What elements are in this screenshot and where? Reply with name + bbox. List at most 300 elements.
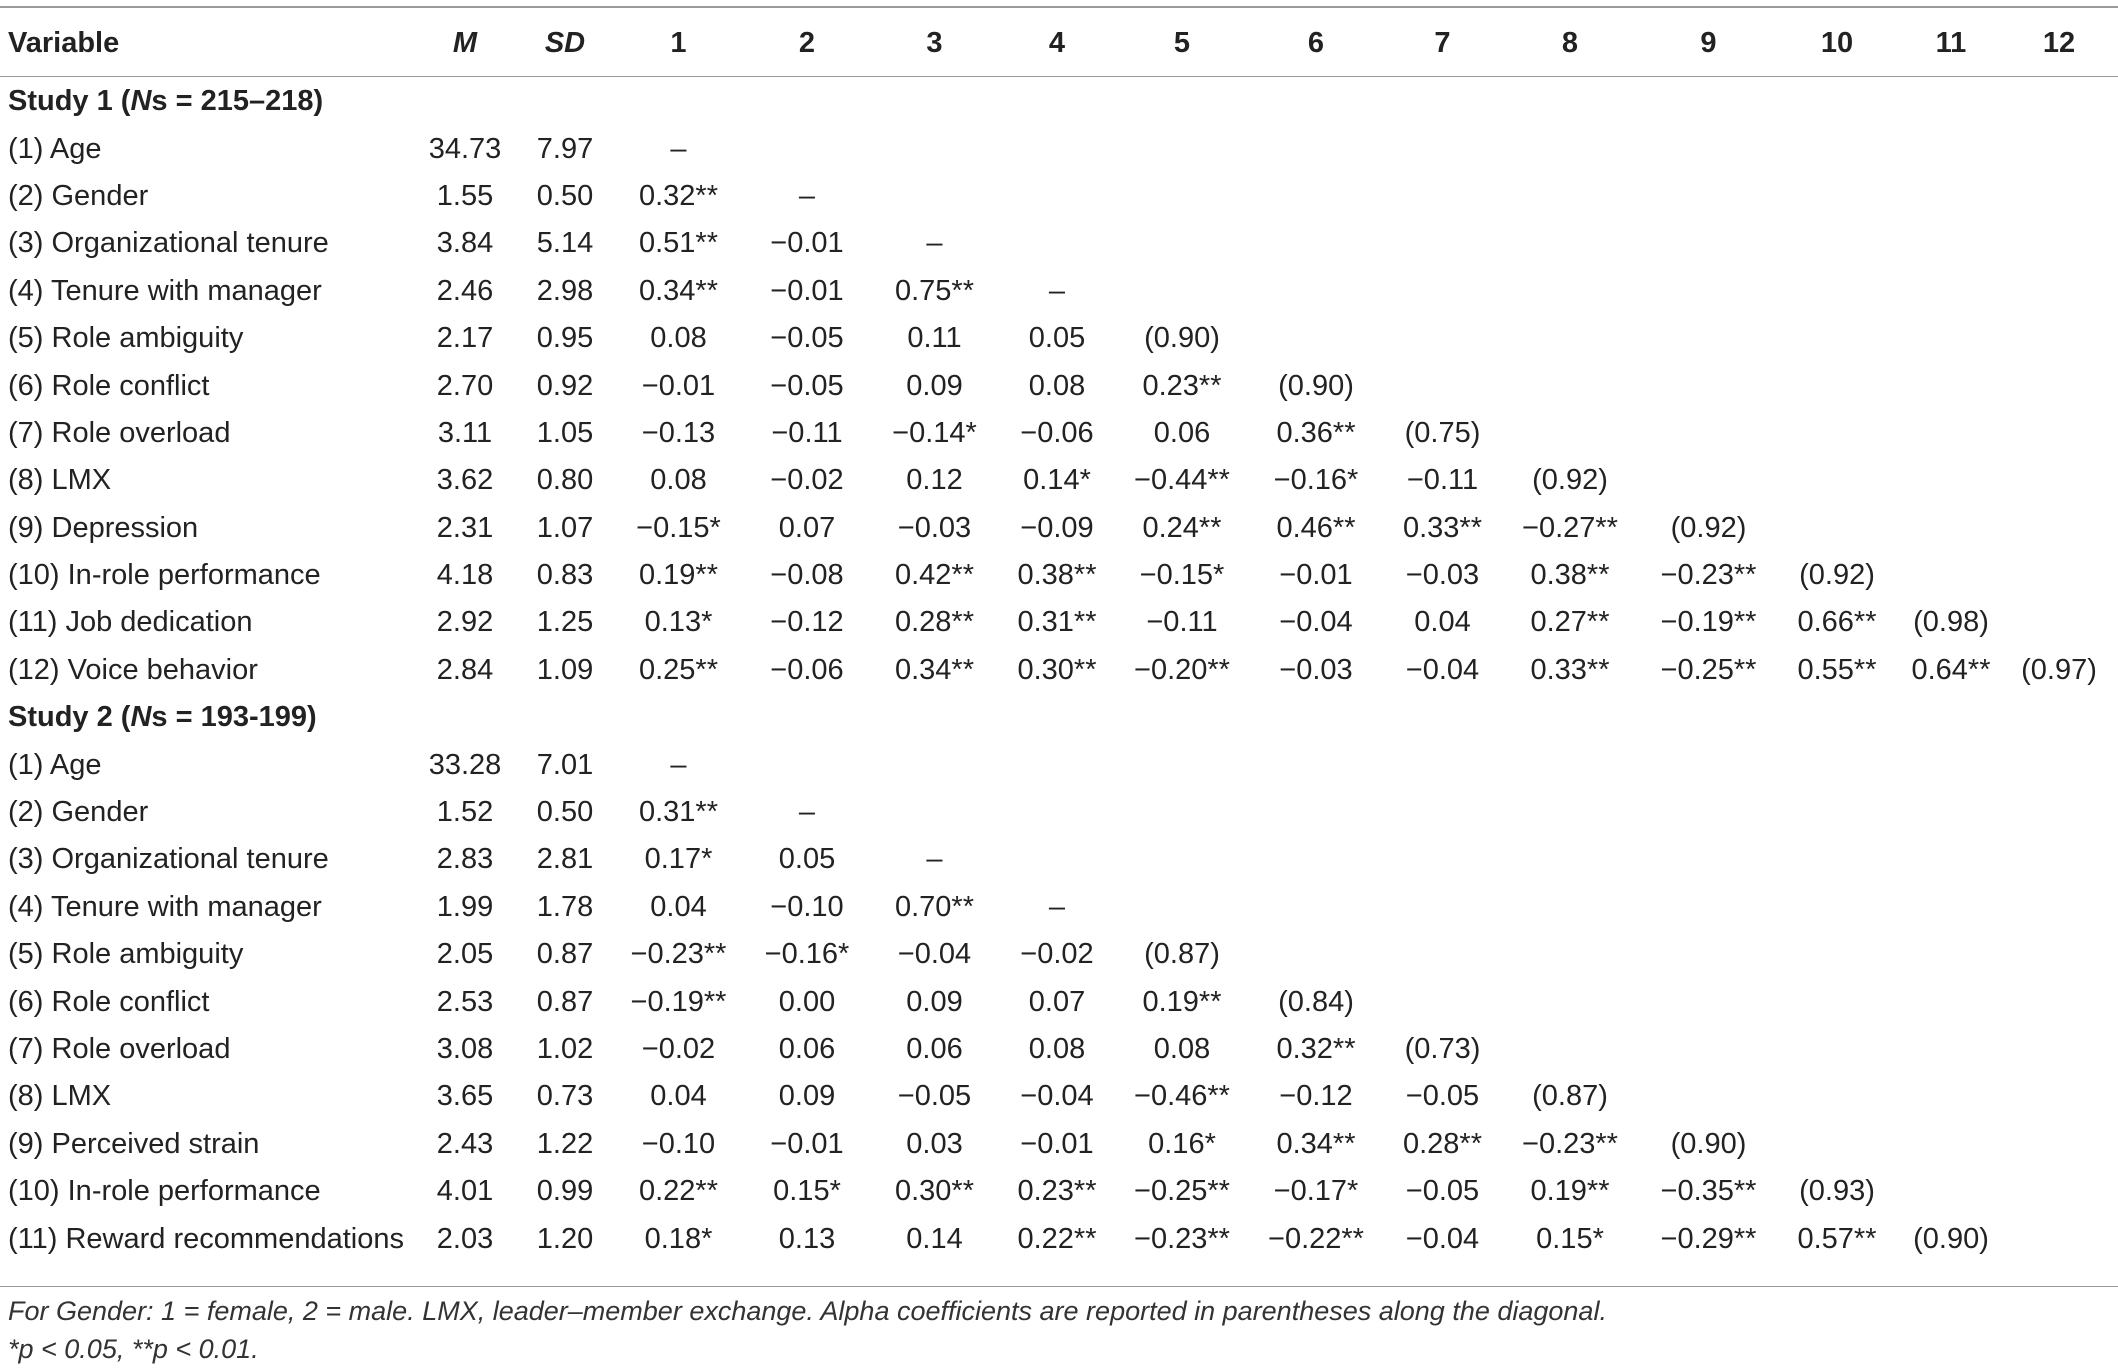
- value-cell: 0.31**: [1017, 606, 1097, 639]
- value-cell: −0.11: [1406, 464, 1479, 497]
- value-cell: –: [798, 796, 816, 829]
- value-cell: 1.99: [436, 890, 494, 923]
- value-cell: [1500, 220, 1640, 267]
- value-cell: 0.42**: [894, 559, 974, 592]
- value-cell: 0.31**: [638, 796, 718, 829]
- variable-cell: (9) Depression: [8, 511, 199, 544]
- value-cell: [1640, 789, 1777, 836]
- value-cell: [2005, 884, 2113, 931]
- value-cell: −0.25**: [1134, 1175, 1230, 1208]
- header-col-m: M: [452, 26, 478, 59]
- value-cell: 0.05: [778, 843, 836, 876]
- value-cell: −0.04: [1405, 1222, 1480, 1255]
- value-cell: [1500, 741, 1640, 788]
- variable-cell: (8) LMX: [8, 464, 112, 497]
- table-row: [0, 884, 2113, 931]
- value-cell: −0.01: [1279, 559, 1353, 592]
- value-cell: 3.11: [437, 416, 493, 449]
- table-row: [0, 315, 2113, 362]
- value-cell: [2005, 268, 2113, 315]
- value-cell: 34.73: [428, 132, 502, 165]
- value-cell: [1777, 1073, 1897, 1120]
- value-cell: 0.04: [1414, 606, 1471, 639]
- value-cell: −0.16*: [1273, 464, 1359, 497]
- variable-cell: (5) Role ambiguity: [8, 938, 244, 971]
- value-cell: 0.66**: [1797, 606, 1877, 639]
- value-cell: [872, 789, 997, 836]
- variable-cell: (12) Voice behavior: [8, 653, 258, 686]
- value-cell: [1777, 457, 1897, 504]
- value-cell: 4.01: [436, 1175, 494, 1208]
- section-title: [0, 694, 2113, 741]
- value-cell: [1777, 173, 1897, 220]
- value-cell: 0.08: [1153, 1033, 1211, 1065]
- value-cell: 0.99: [536, 1175, 594, 1208]
- variable-cell: (2) Gender: [8, 179, 149, 212]
- value-cell: 2.84: [436, 653, 494, 686]
- variable-cell: (3) Organizational tenure: [8, 227, 329, 260]
- value-cell: 0.51**: [638, 227, 718, 260]
- value-cell: −0.04: [897, 938, 972, 971]
- value-cell: [2005, 1026, 2113, 1073]
- value-cell: [1385, 268, 1500, 315]
- value-cell: [2005, 1168, 2113, 1215]
- value-cell: −0.05: [770, 322, 844, 355]
- value-cell: 0.34**: [1276, 1127, 1356, 1160]
- value-cell: [1500, 410, 1640, 457]
- value-cell: [1897, 125, 2005, 172]
- value-cell: 0.57**: [1797, 1222, 1877, 1255]
- value-cell: [1385, 836, 1500, 883]
- value-cell: 0.30**: [1017, 653, 1097, 686]
- value-cell: [1385, 362, 1500, 409]
- value-cell: [1500, 125, 1640, 172]
- value-cell: [1897, 457, 2005, 504]
- value-cell: −0.22**: [1268, 1222, 1364, 1255]
- value-cell: 0.50: [536, 796, 594, 829]
- value-cell: [2005, 931, 2113, 978]
- value-cell: [2005, 1073, 2113, 1120]
- header-col-sd: SD: [544, 26, 586, 59]
- table-row: [0, 1026, 2113, 1073]
- value-cell: 0.38**: [1530, 559, 1610, 592]
- value-cell: (0.84): [1278, 985, 1354, 1018]
- value-cell: [1640, 741, 1777, 788]
- value-cell: 0.18*: [644, 1222, 713, 1255]
- header-col-2: 2: [798, 26, 816, 59]
- value-cell: 2.53: [436, 985, 494, 1018]
- value-cell: [1247, 789, 1385, 836]
- value-cell: [1247, 268, 1385, 315]
- value-cell: −0.01: [770, 1127, 844, 1160]
- value-cell: [1385, 220, 1500, 267]
- value-cell: (0.92): [1799, 559, 1875, 592]
- value-cell: 1.09: [536, 653, 594, 686]
- value-cell: [1897, 836, 2005, 883]
- value-cell: [1777, 315, 1897, 362]
- value-cell: −0.01: [1020, 1127, 1094, 1160]
- value-cell: 0.03: [906, 1127, 963, 1160]
- correlation-table: [0, 8, 2113, 1263]
- value-cell: [2005, 410, 2113, 457]
- value-cell: [2005, 552, 2113, 599]
- value-cell: [997, 220, 1117, 267]
- value-cell: 0.09: [906, 985, 963, 1018]
- section-title-italic: N: [130, 701, 152, 734]
- value-cell: [872, 125, 997, 172]
- section-title-italic: N: [130, 85, 152, 118]
- value-cell: [2005, 173, 2113, 220]
- value-cell: 0.11: [907, 322, 962, 355]
- value-cell: 0.15*: [1536, 1222, 1604, 1255]
- value-cell: [1640, 1073, 1777, 1120]
- value-cell: −0.12: [1279, 1080, 1353, 1113]
- value-cell: –: [798, 179, 816, 212]
- variable-cell: (6) Role conflict: [8, 369, 210, 402]
- value-cell: 2.83: [436, 843, 494, 876]
- value-cell: [1640, 884, 1777, 931]
- value-cell: [1640, 410, 1777, 457]
- value-cell: −0.02: [641, 1033, 716, 1065]
- value-cell: 0.33**: [1530, 653, 1610, 686]
- value-cell: 5.14: [536, 227, 594, 260]
- value-cell: [1117, 173, 1247, 220]
- value-cell: [1500, 884, 1640, 931]
- value-cell: [1640, 457, 1777, 504]
- value-cell: 7.01: [536, 748, 594, 781]
- value-cell: 0.25**: [638, 653, 718, 686]
- value-cell: 0.19**: [1142, 985, 1222, 1018]
- value-cell: 0.06: [1153, 416, 1211, 449]
- value-cell: [1500, 978, 1640, 1025]
- value-cell: 0.50: [536, 179, 594, 212]
- value-cell: 0.24**: [1142, 511, 1222, 544]
- value-cell: [1897, 931, 2005, 978]
- header-col-9: 9: [1700, 26, 1717, 59]
- header-col-7: 7: [1434, 26, 1451, 59]
- value-cell: [1500, 789, 1640, 836]
- variable-cell: (11) Reward recommendations: [8, 1222, 404, 1255]
- value-cell: 0.07: [1028, 985, 1086, 1018]
- value-cell: 0.17*: [644, 843, 713, 876]
- value-cell: 0.55**: [1797, 653, 1877, 686]
- value-cell: 3.84: [436, 227, 494, 260]
- value-cell: [1897, 978, 2005, 1025]
- value-cell: −0.08: [770, 559, 844, 592]
- value-cell: 0.38**: [1017, 559, 1097, 592]
- value-cell: 0.07: [778, 511, 836, 544]
- value-cell: [1247, 836, 1385, 883]
- header-col-3: 3: [926, 26, 943, 59]
- header-col-10: 10: [1820, 26, 1854, 59]
- value-cell: 0.80: [536, 464, 594, 497]
- section-title-pre: Study 1 (: [8, 85, 131, 118]
- value-cell: −0.02: [1020, 938, 1094, 971]
- value-cell: –: [1048, 274, 1066, 307]
- value-cell: 2.17: [436, 322, 494, 355]
- value-cell: 1.22: [536, 1127, 594, 1160]
- value-cell: 0.04: [650, 890, 707, 923]
- value-cell: 3.08: [436, 1033, 494, 1065]
- value-cell: 0.23**: [1142, 369, 1222, 402]
- value-cell: [1777, 789, 1897, 836]
- value-cell: −0.10: [641, 1127, 716, 1160]
- value-cell: 0.04: [650, 1080, 707, 1113]
- table-row: [0, 741, 2113, 788]
- table-row: [0, 836, 2113, 883]
- notes-line-1: For Gender: 1 = female, 2 = male. LMX, leader–member exchange. Alpha coefficients are reported in parentheses along the diagonal.: [8, 1296, 1607, 1326]
- value-cell: 0.13*: [644, 606, 713, 639]
- bottom-rule: [0, 1286, 2118, 1287]
- value-cell: −0.01: [770, 274, 844, 307]
- value-cell: 0.08: [650, 464, 707, 497]
- value-cell: 7.97: [536, 132, 594, 165]
- value-cell: [1500, 1026, 1640, 1073]
- value-cell: [1117, 789, 1247, 836]
- value-cell: −0.10: [770, 890, 844, 923]
- header-col-12: 12: [2042, 26, 2076, 59]
- table-row: [0, 1215, 2113, 1262]
- value-cell: 2.81: [536, 843, 594, 876]
- table-body: [0, 78, 2113, 1263]
- table-row: [0, 647, 2113, 694]
- value-cell: −0.05: [770, 369, 844, 402]
- value-cell: [1777, 978, 1897, 1025]
- variable-cell: (5) Role ambiguity: [8, 322, 244, 355]
- header-variable: Variable: [8, 26, 120, 59]
- value-cell: [997, 173, 1117, 220]
- value-cell: 0.36**: [1276, 416, 1356, 449]
- value-cell: 0.16*: [1148, 1127, 1216, 1160]
- value-cell: 2.31: [436, 511, 494, 544]
- value-cell: [1897, 1026, 2005, 1073]
- value-cell: [1500, 836, 1640, 883]
- value-cell: −0.46**: [1134, 1080, 1230, 1113]
- value-cell: [1777, 125, 1897, 172]
- value-cell: [2005, 741, 2113, 788]
- value-cell: −0.23**: [630, 938, 727, 971]
- value-cell: 0.95: [536, 322, 594, 355]
- value-cell: −0.11: [1146, 606, 1218, 639]
- value-cell: [1640, 1026, 1777, 1073]
- value-cell: −0.15*: [1139, 559, 1225, 592]
- value-cell: 2.05: [436, 938, 494, 971]
- value-cell: [1777, 220, 1897, 267]
- variable-cell: (7) Role overload: [8, 416, 231, 449]
- section-title-post: s = 215–218): [151, 85, 324, 118]
- value-cell: 33.28: [428, 748, 502, 781]
- table-row: [0, 268, 2113, 315]
- value-cell: (0.73): [1404, 1033, 1481, 1065]
- value-cell: 0.73: [536, 1080, 594, 1113]
- value-cell: 0.08: [1028, 1033, 1086, 1065]
- value-cell: 2.98: [536, 274, 594, 307]
- variable-cell: (2) Gender: [8, 796, 149, 829]
- value-cell: 3.62: [436, 464, 494, 497]
- variable-cell: (1) Age: [8, 132, 102, 165]
- value-cell: −0.03: [897, 511, 972, 544]
- value-cell: −0.03: [1405, 559, 1480, 592]
- value-cell: [1897, 741, 2005, 788]
- value-cell: [1385, 741, 1500, 788]
- value-cell: −0.14*: [892, 416, 977, 449]
- table-row: [0, 125, 2113, 172]
- value-cell: −0.01: [770, 227, 844, 260]
- value-cell: [2005, 362, 2113, 409]
- value-cell: (0.75): [1404, 416, 1481, 449]
- value-cell: 0.15*: [773, 1175, 841, 1208]
- value-cell: [1640, 931, 1777, 978]
- value-cell: 0.23**: [1017, 1175, 1097, 1208]
- variable-cell: (7) Role overload: [8, 1033, 231, 1065]
- value-cell: −0.35**: [1660, 1175, 1757, 1208]
- value-cell: [1500, 315, 1640, 362]
- value-cell: (0.92): [1670, 511, 1747, 544]
- table-row: [0, 789, 2113, 836]
- value-cell: [1385, 315, 1500, 362]
- value-cell: [1385, 931, 1500, 978]
- value-cell: −0.04: [1020, 1080, 1094, 1113]
- value-cell: (0.87): [1532, 1080, 1608, 1113]
- value-cell: 2.92: [436, 606, 494, 639]
- value-cell: 0.22**: [1017, 1222, 1097, 1255]
- value-cell: −0.01: [641, 369, 716, 402]
- value-cell: [1117, 836, 1247, 883]
- value-cell: 0.08: [1028, 369, 1086, 402]
- section-title-post: s = 193-199): [151, 701, 317, 734]
- value-cell: 1.07: [536, 511, 594, 544]
- value-cell: −0.02: [770, 464, 844, 497]
- variable-cell: (8) LMX: [8, 1080, 112, 1113]
- value-cell: [872, 741, 997, 788]
- value-cell: 2.43: [436, 1127, 494, 1160]
- value-cell: [1897, 173, 2005, 220]
- value-cell: [1897, 1121, 2005, 1168]
- value-cell: 0.75**: [894, 274, 974, 307]
- value-cell: [1897, 552, 2005, 599]
- value-cell: [1385, 125, 1500, 172]
- value-cell: 0.06: [906, 1033, 963, 1065]
- value-cell: [1247, 931, 1385, 978]
- value-cell: −0.06: [1020, 416, 1094, 449]
- value-cell: −0.17*: [1273, 1175, 1359, 1208]
- variable-cell: (4) Tenure with manager: [8, 890, 322, 923]
- value-cell: –: [670, 748, 687, 781]
- value-cell: 0.34**: [894, 653, 974, 686]
- value-cell: [1640, 220, 1777, 267]
- table-row: [0, 457, 2113, 504]
- value-cell: −0.44**: [1134, 464, 1230, 497]
- value-cell: 2.03: [436, 1222, 494, 1255]
- value-cell: –: [926, 843, 943, 876]
- value-cell: 0.13: [778, 1222, 836, 1255]
- value-cell: −0.05: [1405, 1080, 1480, 1113]
- value-cell: [2005, 789, 2113, 836]
- value-cell: 0.22**: [638, 1175, 718, 1208]
- value-cell: [2005, 599, 2113, 646]
- value-cell: [2005, 1215, 2113, 1262]
- variable-cell: (10) In-role performance: [8, 559, 321, 592]
- table-row: [0, 1121, 2113, 1168]
- value-cell: [1247, 315, 1385, 362]
- variable-cell: (9) Perceived strain: [8, 1127, 260, 1160]
- value-cell: [2005, 836, 2113, 883]
- value-cell: 4.18: [436, 559, 494, 592]
- value-cell: [1777, 1026, 1897, 1073]
- value-cell: [1640, 125, 1777, 172]
- value-cell: [1777, 410, 1897, 457]
- value-cell: 0.46**: [1276, 511, 1356, 544]
- value-cell: [1777, 268, 1897, 315]
- variable-cell: (6) Role conflict: [8, 985, 210, 1018]
- value-cell: (0.90): [1278, 369, 1354, 402]
- table-notes: [8, 1292, 1607, 1368]
- value-cell: (0.87): [1144, 938, 1220, 971]
- table-row: [0, 978, 2113, 1025]
- value-cell: −0.19**: [1660, 606, 1757, 639]
- value-cell: [1247, 741, 1385, 788]
- value-cell: 2.70: [436, 369, 494, 402]
- value-cell: [1247, 220, 1385, 267]
- value-cell: 1.20: [536, 1222, 594, 1255]
- value-cell: 1.78: [536, 890, 594, 923]
- value-cell: [1777, 1121, 1897, 1168]
- variable-cell: (11) Job dedication: [8, 606, 253, 639]
- value-cell: −0.23**: [1134, 1222, 1230, 1255]
- value-cell: [1640, 978, 1777, 1025]
- value-cell: 0.09: [778, 1080, 836, 1113]
- value-cell: [2005, 505, 2113, 552]
- value-cell: [1897, 884, 2005, 931]
- value-cell: −0.16*: [764, 938, 850, 971]
- value-cell: [1500, 362, 1640, 409]
- value-cell: [1897, 220, 2005, 267]
- table-row: [0, 505, 2113, 552]
- section-title-pre: Study 2 (: [8, 701, 131, 734]
- header-col-11: 11: [1935, 26, 1967, 59]
- value-cell: [1897, 362, 2005, 409]
- value-cell: [1385, 978, 1500, 1025]
- value-cell: [1247, 884, 1385, 931]
- value-cell: 1.05: [536, 416, 594, 449]
- value-cell: [1777, 931, 1897, 978]
- value-cell: [1640, 173, 1777, 220]
- value-cell: −0.05: [897, 1080, 972, 1113]
- value-cell: [2005, 125, 2113, 172]
- value-cell: [1385, 789, 1500, 836]
- value-cell: [1640, 836, 1777, 883]
- value-cell: 0.05: [1028, 322, 1086, 355]
- value-cell: 0.32**: [638, 179, 718, 212]
- value-cell: 0.09: [906, 369, 963, 402]
- value-cell: −0.13: [641, 416, 716, 449]
- value-cell: 1.55: [436, 179, 494, 212]
- value-cell: 0.28**: [1402, 1127, 1482, 1160]
- value-cell: −0.23**: [1522, 1127, 1618, 1160]
- value-cell: −0.23**: [1660, 559, 1757, 592]
- value-cell: −0.11: [771, 416, 843, 449]
- value-cell: [1117, 268, 1247, 315]
- value-cell: [1777, 836, 1897, 883]
- value-cell: [1897, 1168, 2005, 1215]
- value-cell: 0.27**: [1530, 606, 1610, 639]
- value-cell: [1777, 741, 1897, 788]
- value-cell: –: [1048, 890, 1066, 923]
- value-cell: [997, 741, 1117, 788]
- value-cell: 1.02: [536, 1033, 594, 1065]
- header-col-8: 8: [1561, 26, 1579, 59]
- value-cell: [872, 173, 997, 220]
